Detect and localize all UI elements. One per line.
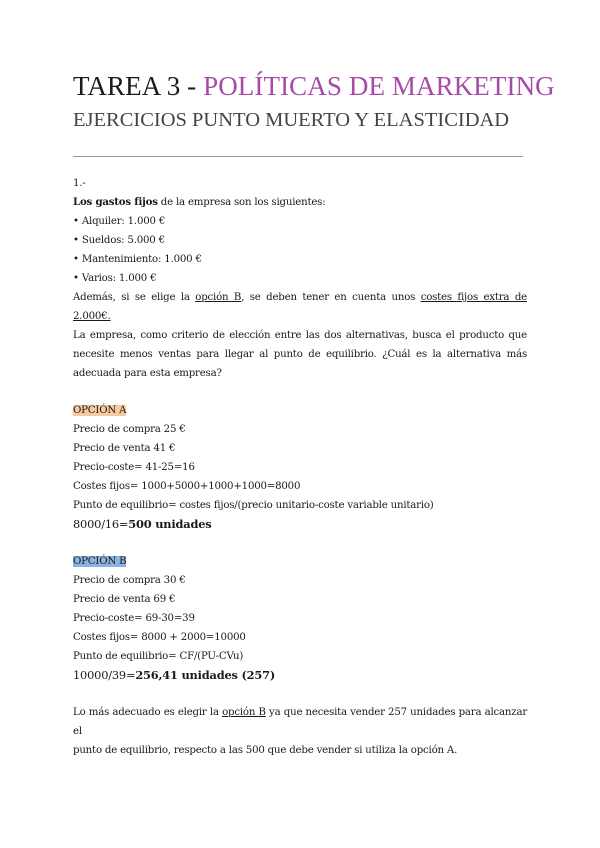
document-subtitle: EJERCICIOS PUNTO MUERTO Y ELASTICIDAD bbox=[73, 109, 510, 131]
document-body bbox=[73, 174, 527, 760]
option-a-heading bbox=[73, 401, 527, 420]
option-b-heading bbox=[73, 552, 527, 571]
conclusion-text-b: ya que necesita vender 257 unidades para alcanzar el bbox=[73, 707, 527, 737]
problem-line-4: adecuada para esta empresa? bbox=[73, 368, 222, 379]
option-b-result bbox=[73, 666, 527, 685]
option-a-line: Punto de equilibrio= costes fijos/(precio unitario-coste variable unitario) bbox=[73, 500, 434, 511]
option-b-result-bold: 256,41 unidades (257) bbox=[135, 668, 276, 682]
intro-line bbox=[73, 193, 527, 212]
option-b-line: Costes fijos= 8000 + 2000=10000 bbox=[73, 632, 246, 643]
option-a-result bbox=[73, 515, 527, 534]
option-a-line: Precio-coste= 41-25=16 bbox=[73, 462, 195, 473]
problem-text-b: , se deben tener en cuenta unos bbox=[241, 292, 421, 303]
option-a-line: Precio de venta 41 € bbox=[73, 443, 176, 454]
spacer bbox=[73, 685, 527, 703]
title-prefix: TAREA 3 - bbox=[73, 71, 204, 101]
option-a-label: OPCIÓN A bbox=[73, 405, 127, 416]
option-b-line: Precio de venta 69 € bbox=[73, 594, 176, 605]
option-a-result-bold: 500 unidades bbox=[128, 517, 212, 531]
option-b-label: OPCIÓN B bbox=[73, 556, 127, 567]
problem-line-1 bbox=[73, 288, 527, 326]
cost-item-rent: • Alquiler: 1.000 € bbox=[73, 216, 166, 227]
document-title bbox=[73, 70, 555, 102]
problem-link-extra-costs: costes fijos extra de 2.000€. bbox=[73, 292, 527, 322]
intro-rest: de la empresa son los siguientes: bbox=[157, 197, 326, 208]
title-accent: POLÍTICAS DE MARKETING bbox=[203, 71, 555, 101]
problem-line-3: necesite menos ventas para llegar al punto de equilibrio. ¿Cuál es la alternativa más bbox=[73, 349, 527, 360]
conclusion-line-2: punto de equilibrio, respecto a las 500 que debe vender si utiliza la opción A. bbox=[73, 745, 458, 756]
option-a-line: Precio de compra 25 € bbox=[73, 424, 186, 435]
spacer bbox=[73, 383, 527, 401]
title-divider bbox=[73, 156, 523, 157]
conclusion-link-option-b: opción B bbox=[222, 707, 266, 718]
option-a-result-plain: 8000/16= bbox=[73, 517, 129, 531]
cost-item-maintenance: • Mantenimiento: 1.000 € bbox=[73, 254, 202, 265]
exercise-number: 1.- bbox=[73, 178, 86, 189]
option-b-line: Precio-coste= 69-30=39 bbox=[73, 613, 195, 624]
problem-link-option-b: opción B bbox=[195, 292, 242, 303]
option-b-line: Precio de compra 30 € bbox=[73, 575, 186, 586]
spacer bbox=[73, 534, 527, 552]
option-b-line: Punto de equilibrio= CF/(PU-CVu) bbox=[73, 651, 244, 662]
conclusion-line-1 bbox=[73, 703, 527, 741]
conclusion-text-a: Lo más adecuado es elegir la bbox=[73, 707, 223, 718]
intro-bold: Los gastos fijos bbox=[73, 196, 158, 208]
cost-item-salaries: • Sueldos: 5.000 € bbox=[73, 235, 165, 246]
problem-line-2: La empresa, como criterio de elección entre las dos alternativas, busca el producto que bbox=[73, 330, 527, 341]
option-a-line: Costes fijos= 1000+5000+1000+1000=8000 bbox=[73, 481, 301, 492]
problem-text-a: Además, si se elige la bbox=[73, 292, 196, 303]
option-b-result-plain: 10000/39= bbox=[73, 668, 136, 682]
cost-item-misc: • Varios: 1.000 € bbox=[73, 273, 157, 284]
